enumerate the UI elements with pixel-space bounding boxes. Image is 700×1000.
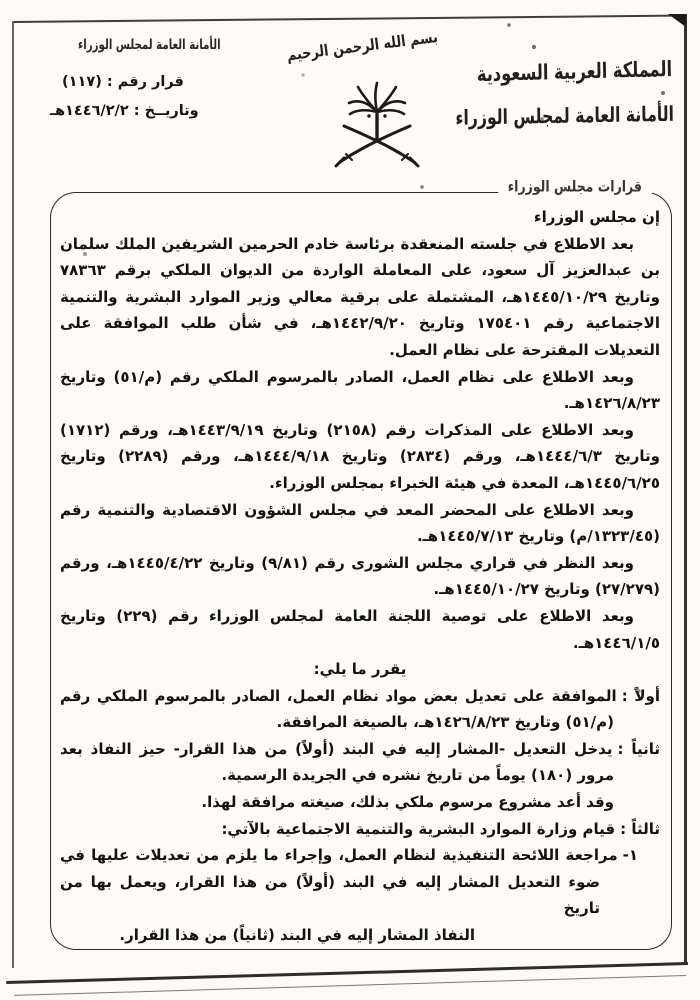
clause-first: [60, 683, 660, 736]
secretariat-title-calligraphy: الأمانة العامة لمجلس الوزراء: [455, 101, 675, 130]
saudi-emblem-icon: [322, 74, 432, 174]
secretariat-stamp-calligraphy: الأمانة العامة لمجلس الوزراء: [78, 36, 221, 53]
clause-third-label: ثالثاً :: [620, 819, 660, 838]
scan-speckles: [0, 0, 2, 2]
subitem-1-label: ١-: [622, 846, 638, 865]
preamble-paragraph-5: وبعد النظر في قراري مجلس الشورى رقم (٩/٨١) وتاريخ ١٤٤٥/٤/٢٢هـ، ورقم (٢٧/٢٧٩) وتاريخ ١٤٤٥/١٠/٢٧هـ.: [60, 553, 660, 599]
opening-line: إن مجلس الوزراء: [533, 208, 660, 226]
decision-number: قرار رقم : (١١٧): [62, 74, 184, 90]
preamble-paragraph-2: وبعد الاطلاع على نظام العمل، الصادر بالمرسوم الملكي رقم (م/٥١) وتاريخ ١٤٢٦/٨/٢٣هـ.: [60, 367, 660, 413]
clause-second-text: يدخل التعديل -المشار إليه في البند (أولاً) من هذا القرار- حيز النفاذ بعد مرور (١٨٠) يوماً من تاريخ نشره في الجريدة الرسمية.: [60, 739, 614, 785]
preamble-paragraph-4: وبعد الاطلاع على المحضر المعد في مجلس الشؤون الاقتصادية والتنمية رقم (١٣٢٣/٤٥/م) وتاريخ ١٤٤٥/٧/١٣هـ.: [60, 500, 660, 546]
royal-decree-draft-note: [60, 789, 660, 816]
clause-first-label: أولاً :: [621, 686, 660, 705]
royal-decree-draft-note-text: وقد أعد مشروع مرسوم ملكي بذلك، صيغته مرافقة لهذا.: [201, 793, 614, 812]
clause-second-label: ثانياً :: [617, 739, 660, 758]
preamble-paragraph-3: وبعد الاطلاع على المذكرات رقم (٢١٥٨) وتاريخ ١٤٤٣/٩/١٩هـ، ورقم (١٧١٢) وتاريخ ١٤٤٤/٦/٣هـ، ورقم (٢٨٣٤) وتاريخ ١٤٤٤/٩/١٨هـ، ورقم (٢٢٨٩) وتاريخ ١٤٤٥/٦/٢٥هـ، المعدة في هيئة الخبراء بمجلس الوزراء.: [60, 420, 660, 492]
subitem-1-text: مراجعة اللائحة التنفيذية لنظام العمل، وإجراء ما يلزم من تعديلات عليها في ضوء التعديل المشار إليه في البند (أولاً) من هذا القرار، ويعمل بها من تاريخ: [60, 846, 618, 918]
clause-second: [60, 736, 660, 789]
bismillah-calligraphy: بسم الله الرحمن الرحيم: [285, 28, 439, 65]
clause-third: [60, 816, 660, 843]
frame-legend-decisions: قرارات مجلس الوزراء: [498, 179, 651, 196]
preamble-paragraph-6: وبعد الاطلاع على توصية اللجنة العامة لمجلس الوزراء رقم (٢٢٩) وتاريخ ١٤٤٦/١/٥هـ.: [60, 606, 660, 652]
decree-body-text: [60, 204, 660, 946]
scan-corner-mark: [668, 14, 686, 27]
decision-date: وتاريــخ : ١٤٤٦/٢/٢هـ: [50, 103, 199, 119]
subitem-1-continuation: النفاذ المشار إليه في البند (ثانياً) من هذا القرار.: [119, 926, 475, 945]
preamble-paragraph-1: بعد الاطلاع في جلسته المنعقدة برئاسة خادم الحرمين الشريفين الملك سلمان بن عبدالعزيز آل سعود، على المعاملة الواردة من الديوان الملكي برقم ٧٨٣٦٣ وتاريخ ١٤٤٥/١٠/٢٩هـ، المشتملة على برقية معالي وزير الموارد البشرية والتنمية الاجتماعية رقم ١٧٥٤٠١ وتاريخ ١٤٤٢/٩/٢٠هـ، في شأن طلب الموافقة على التعديلات المقترحة على نظام العمل.: [60, 234, 660, 359]
page-border-left: [12, 21, 14, 968]
clause-first-text: الموافقة على تعديل بعض مواد نظام العمل، الصادر بالمرسوم الملكي رقم (م/٥١) وتاريخ ١٤٢٦/٨/٢٣هـ، بالصيغة المرافقة.: [60, 686, 617, 732]
resolution-intro: يقرر ما يلي:: [313, 660, 407, 679]
clause-third-text: قيام وزارة الموارد البشرية والتنمية الاجتماعية بالآتي:: [221, 819, 616, 838]
kingdom-title-calligraphy: المملكة العربية السعودية: [476, 56, 673, 87]
page-border-bottom: [6, 962, 688, 984]
clause-third-subitem-1: [60, 842, 660, 922]
page-border-top: [12, 15, 686, 23]
page-border-right: [684, 14, 687, 964]
